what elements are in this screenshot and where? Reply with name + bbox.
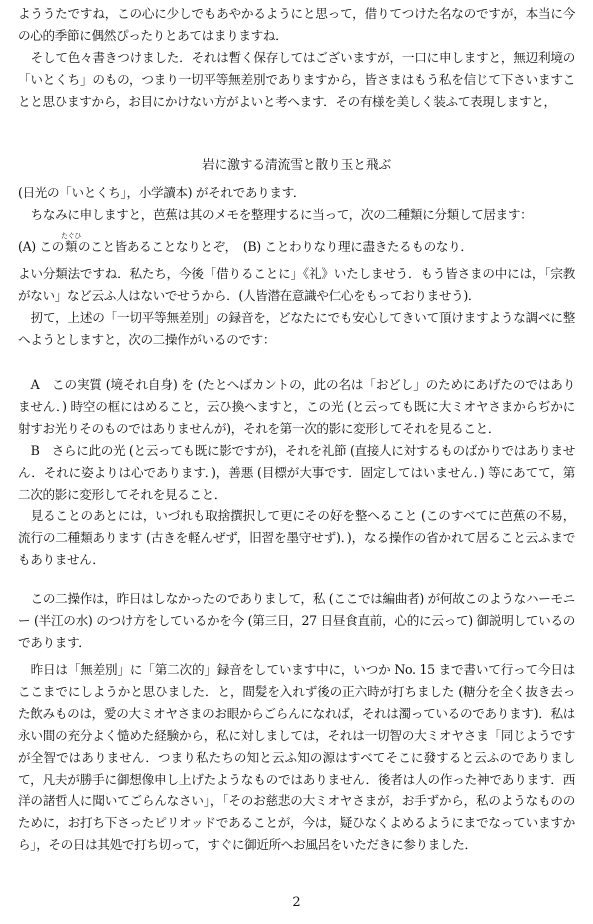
paragraph-1: よううたですね，この心に少しでもあやかるようにと思って，借りてつけた名なのですが，本当に今の心的季節に偶然ぴったりとあてはまりますね． (18, 6, 575, 43)
operations-block (18, 374, 575, 571)
paragraph-12: 昨日は「無差別」に「第二次的」録音をしています中に，いつか No. 15 まで書いて行って今日はここまでにしようかと思ひました．と，間髪を入れず後の正六時が打ちました (糖分を全く抜き去った飲みものは，愛の大ミオヤさまのお眼からごらんになれば，それは濁っているのであります)．私は永い間の充分よく慥めた経験から，私に対しましては，それは一切智の大ミオヤさま「同じようですが全智ではありません．つまり私たちの知と云ふ知の源はすべてそこに發すると云ふのでありまして，凡夫が勝手に御想像申し上げたようなものではありません．後者は人の作った神であります．西洋の諸哲人に聞いてごらんなさい」，「そのお慈悲の大ミオヤさまが，お手ずから，私のようなもののために，お打ち下さったピリオッドであることが，今は，疑ひなくよめるようにまでなっていますから」，その日は其処で打ち切って，すぐに御近所へお風呂をいただきに参りました． (18, 662, 575, 853)
ruby-reading: たぐひ (61, 232, 81, 240)
paragraph-3: (日光の「いとくち」，小学讀本) がそれであります． (18, 185, 306, 200)
ruby-base: 類 (61, 239, 81, 254)
text-block-11 (18, 588, 575, 654)
page-number: 2 (292, 895, 301, 910)
text-block-middle (18, 182, 575, 226)
verse-line: 岩に激する清流雪と散り玉と飛ぶ (202, 158, 391, 173)
ruby-word (61, 232, 81, 254)
operation-a: A この実質 (境それ自身) を (たとへばカントの，此の名は「おどし」のためにあげたのではありません．) 時空の框にはめること，云ひ換へますと，この光 (と云っても既に大ミオヤさまからぢかに射すお光りそのものではありませんが)，それを第一次的影に変形してそれを見ること． (18, 377, 575, 436)
paragraph-7: 扨て，上述の「一切平等無差別」の録音を，どなたにでも安心してきいて頂けますような調べに整へようとしますと，次の二操作がいるのです： (18, 309, 575, 347)
paragraph-2: そして色々書きつけました．それは暫く保存してはございますが，一口に申しますと，無辺利境の「いとくち」のもの，つまり一切平等無差別でありますから，皆さまはもう私を信じて下さいますことと思ひますから，お目にかけない方がよいと考へます．その有様を美しく装ふて表現しますと， (18, 49, 575, 109)
paragraph-11: この二操作は，昨日はしなかったのでありまして，私 (ここでは編曲者) が何故このようなハーモニー (半江の水) のつけ方をしているかを今 (第三日，27 日昼食直前，心的に云って) 御説明しているのであります． (18, 591, 575, 650)
operation-b: B さらに此の光 (と云っても既に影ですが)，それを礼節 (直接人に対するものばかりではありません．それに姿よりは心であります．)，善悪 (目標が大事です．固定してはいません．) 等にあてて，第二次的影に変形してそれを見ること． (18, 442, 575, 502)
text-block-12 (18, 659, 575, 856)
text-block-top (18, 3, 575, 113)
paragraph-6: よい分類法ですね．私たち，今後「借りることに」《礼》いたしませう．もう皆さまの中には，「宗教がない」など云ふ人はないでせうから．(人皆潜在意識や仁心をもっておりませう)． (18, 266, 575, 303)
paragraph-4: ちなみに申しますと，芭蕉は其のメモを整理するに当って，次の二種類に分類して居ます： (30, 206, 533, 222)
classification-line (18, 232, 575, 261)
text-block-lower (18, 263, 575, 351)
paragraph-10: 見ることのあとには，いづれも取捨撰択して更にその好を整へること (このすべてに芭蕉の不易，流行の二種類あります (古きを軽んぜず，旧習を墨守せず)．)，なる操作の省かれて居ること云ふまでもありません． (18, 508, 575, 568)
class-b-text: のこと皆あることなりとぞ， (B) ことわりなり理に盡きたるものなり． (77, 239, 473, 254)
class-a-prefix: (A) この (18, 239, 65, 254)
